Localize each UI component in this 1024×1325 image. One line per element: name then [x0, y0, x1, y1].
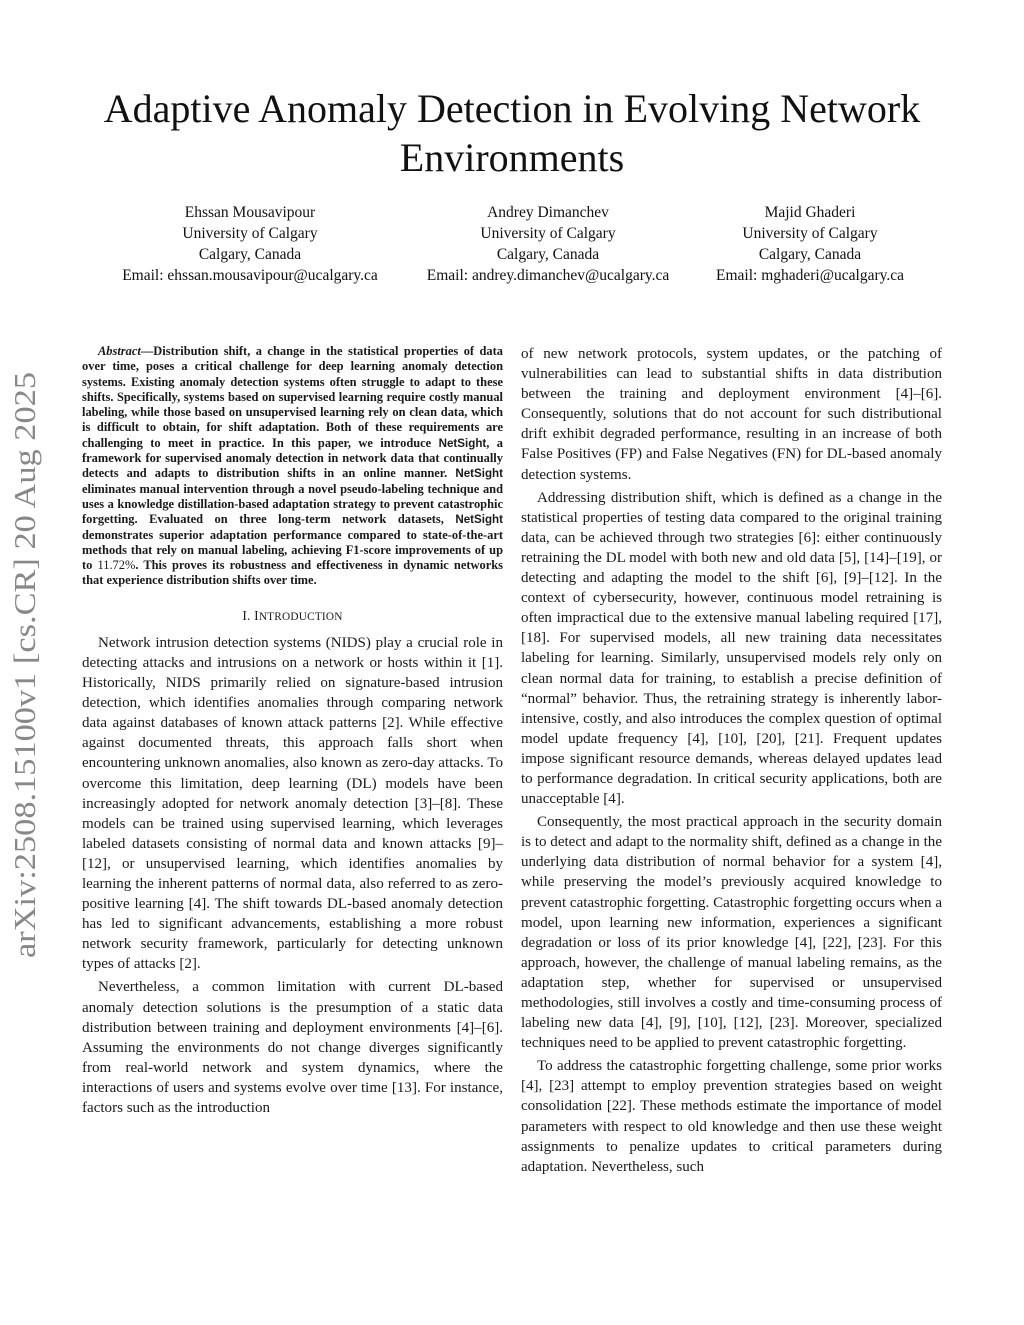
arxiv-identifier-stamp — [5, 370, 45, 960]
abstract — [82, 344, 503, 589]
arxiv-stamp-graphic — [5, 370, 45, 960]
left-column — [82, 344, 503, 1121]
body-paragraph: Addressing distribution shift, which is defined as a change in the statistical properties of testing data compared to the original training data, can be achieved through two strategies [6]: either continuously retraining the DL model with both new and old data [5], [14]–[19], or detecting and adapting the model to the shift [6], [9]–[12]. In the context of cybersecurity, however, continuous model retraining is often impractical due to the extensive manual labeling required [17], [18]. For supervised models, all new training data necessitates labeling for learning. Similarly, unsupervised models rely only on clean normal data for training, to establish a precise definition of “normal” behavior. Thus, the retraining strategy is inherently labor-intensive, costly, and also introduces the complex question of optimal model update frequency [4], [10], [20], [21]. Frequent updates impose significant resource demands, whereas delayed updates lead to performance degradation. In critical security applications, both are unacceptable [4]. — [521, 489, 942, 808]
author-email: Email: mghaderi@ucalgary.ca — [716, 267, 904, 284]
section-heading-introduction — [82, 606, 503, 627]
author-location: Calgary, Canada — [758, 246, 862, 263]
author-block-3 — [680, 202, 940, 286]
author-block-2 — [398, 202, 698, 286]
author-email: Email: ehssan.mousavipour@ucalgary.ca — [122, 267, 378, 284]
right-column — [521, 344, 942, 1180]
abstract-text: demonstrates superior adaptation performance compared to state-of-the-art methods that rely on manual labeling, achieving F1-score improvements of up to — [82, 527, 503, 573]
abstract-text: eliminates manual intervention through a novel pseudo-labeling technique and uses a knowledge distillation-based adaptation strategy to prevent catastrophic forgetting. Evaluated on three long-term network datasets, — [82, 481, 503, 527]
author-name: Ehssan Mousavipour — [184, 204, 316, 221]
section-title-rest: NTRODUCTION — [258, 610, 343, 623]
body-paragraph: Network intrusion detection systems (NIDS) play a crucial role in detecting attacks and intrusions on a network or hosts within it [1]. Historically, NIDS primarily relied on signature-based intrusion detection, which identifies anomalies through comparing network data against databases of known attack patterns [2]. While effective against documented threats, this approach falls short when encountering unknown anomalies, also known as zero-day attacks. To overcome this limitation, deep learning (DL) models have been increasingly adopted for network anomaly detection [3]–[8]. These models can be trained using supervised learning, which leverages labeled datasets consisting of normal data and known attacks [9]–[12], or unsupervised learning, which identifies anomalies by learning the inherent patterns of normal data, also referred to as zero-positive learning [4]. The shift towards DL-based anomaly detection has led to significant advancements, establishing a more robust network security framework, particularly for detecting unknown types of attacks [2]. — [82, 634, 503, 973]
author-affiliation: University of Calgary — [480, 225, 616, 242]
author-name: Andrey Dimanchev — [487, 204, 609, 221]
author-location: Calgary, Canada — [198, 246, 302, 263]
author-affiliation: University of Calgary — [182, 225, 318, 242]
body-paragraph: of new network protocols, system updates, or the patching of vulnerabilities can lead to substantial shifts in data distribution between the training and deployment environment [4]–[6]. Consequently, solutions that do not account for such distributional drift exhibit degraded performance, resulting in an increase of both False Positives (FP) and False Negatives (FN) for DL-based anomaly detection systems. — [521, 346, 942, 483]
paper-title: Adaptive Anomaly Detection in Evolving Network Environments — [103, 86, 921, 180]
author-affiliation: University of Calgary — [742, 225, 878, 242]
author-email: Email: andrey.dimanchev@ucalgary.ca — [426, 267, 670, 284]
system-name: NetSight — [455, 467, 503, 481]
abstract-text: —Distribution shift, a change in the statistical properties of data over time, poses a critical challenge for deep learning anomaly detection systems. Existing anomaly detection systems often struggle to adapt to these shifts. Specifically, systems based on supervised learning require costly manual labeling, while those based on unsupervised learning rely on clean data, which is difficult to obtain, for shift adaptation. Both of these requirements are challenging to meet in practice. In this paper, we introduce — [82, 344, 503, 450]
author-name: Majid Ghaderi — [764, 204, 856, 221]
abstract-label: Abstract — [98, 344, 141, 358]
improvement-value: 11.72% — [97, 558, 136, 573]
section-title-initial: I — [254, 607, 259, 623]
arxiv-id-text: arXiv:2508.15100v1 [cs.CR] 20 Aug 2025 — [8, 437, 42, 958]
body-paragraph: Consequently, the most practical approach in the security domain is to detect and adapt to the normality shift, defined as a change in the underlying data distribution of normal behavior for a system [4], while preserving the model’s previously acquired knowledge to prevent catastrophic forgetting. Catastrophic forgetting occurs when a model, upon learning new information, experiences a significant degradation or loss of its prior knowledge [4], [22], [23]. For this approach, however, the challenge of manual labeling remains, as the adaptation step, whether for supervised or unsupervised methodologies, still involves a costly and time-consuming process of labeling new data [4], [9], [10], [12], [23]. Moreover, specialized techniques need to be applied to prevent catastrophic forgetting. — [521, 814, 942, 1052]
abstract-text: , a framework for supervised anomaly detection in network data that continually detects and adapts to distribution shifts in an online manner. — [82, 435, 504, 481]
body-paragraph: Nevertheless, a common limitation with current DL-based anomaly detection solutions is the presumption of a static data distribution between training and deployment environments [4]–[6]. Assuming the environments do not change diverges significantly from real-world network and system dynamics, where the interactions of users and systems evolve over time [13]. For instance, factors such as the introduction — [82, 979, 503, 1116]
author-location: Calgary, Canada — [496, 246, 600, 263]
section-numeral: I. — [242, 607, 255, 623]
author-block-1 — [80, 202, 420, 286]
system-name: NetSight — [438, 436, 487, 450]
body-paragraph: To address the catastrophic forgetting challenge, some prior works [4], [23] attempt to employ prevention strategies based on weight consolidation [22]. These methods estimate the importance of model parameters with respect to old knowledge and then use these weight assignments to penalize updates to critical parameters during adaptation. Nevertheless, such — [521, 1058, 942, 1175]
abstract-text: . This proves its robustness and effectiveness in dynamic networks that experience distribution shifts over time. — [82, 558, 503, 588]
system-name: NetSight — [455, 513, 503, 527]
